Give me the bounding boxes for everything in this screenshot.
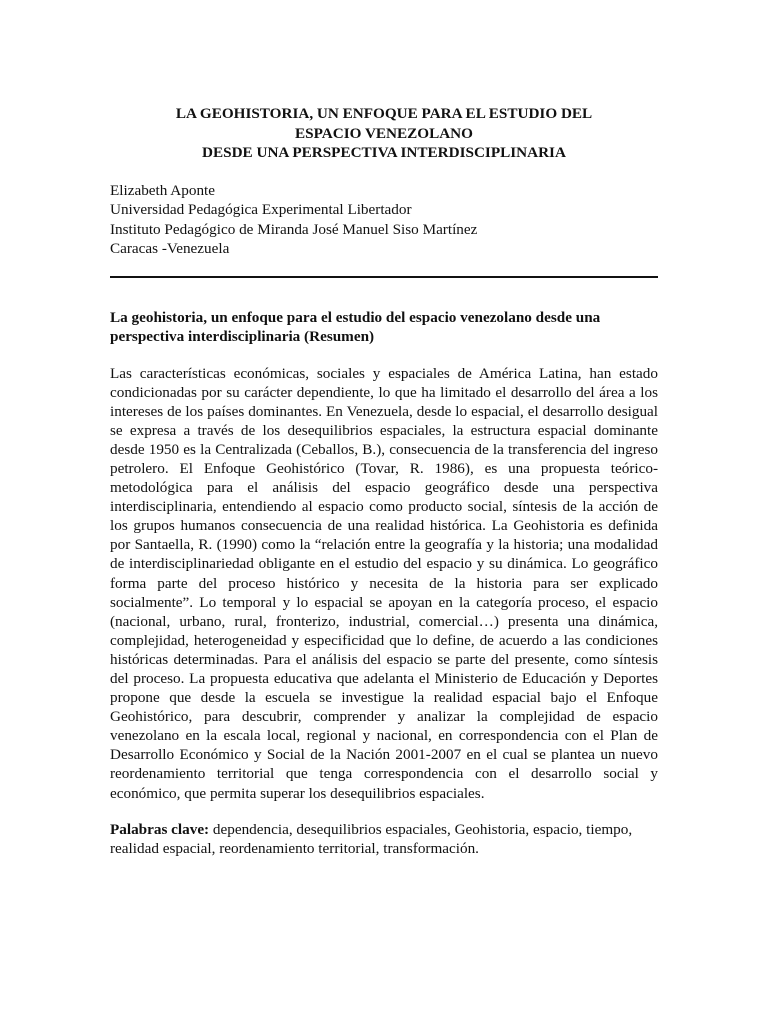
author-name: Elizabeth Aponte	[110, 181, 216, 199]
title-line-1: LA GEOHISTORIA, UN ENFOQUE PARA EL ESTUDIO DEL	[175, 105, 593, 122]
keywords-label: Palabras clave:	[110, 820, 210, 838]
author-university: Universidad Pedagógica Experimental Libertador	[110, 201, 412, 218]
title-line-2: ESPACIO VENEZOLANO	[295, 124, 473, 142]
document-content	[110, 104, 658, 859]
author-institute: Instituto Pedagógico de Miranda José Manuel Siso Martínez	[110, 220, 478, 238]
abstract-body: Las características económicas, sociales y espaciales de América Latina, han estado condicionadas por su carácter dependiente, lo que ha limitado el desarrollo del área a los intereses de los países dominantes. En Venezuela, desde lo espacial, el desarrollo desigual se expresa a través de los desequilibrios espaciales, la estructura espacial dominante desde 1950 es la Centralizada (Ceballos, B.), consecuencia de la transferencia del ingreso petrolero. El Enfoque Geohistórico (Tovar, R. 1986), es una propuesta teórico-metodológica para el análisis del espacio geográfico desde una perspectiva interdisciplinaria, entendiendo al espacio como producto social, síntesis de la acción de los grupos humanos consecuencia de una realidad histórica. La Geohistoria es definida por Santaella, R. (1990) como la “relación entre la geografía y la historia; una modalidad de interdisciplinariedad obligante en el estudio del espacio y su dinámica. Lo geográfico forma parte del proceso histórico y necesita de la historia para ser explicado socialmente”. Lo temporal y lo espacial se apoyan en la categoría proceso, el espacio (nacional, urbano, rural, fronterizo, industrial, comercial…) presenta una dinámica, complejidad, heterogeneidad y especificidad que lo define, de acuerdo a las condiciones históricas determinadas. Para el análisis del espacio se parte del presente, como síntesis del proceso. La propuesta educativa que adelanta el Ministerio de Educación y Deportes propone que desde la escuela se investigue la realidad espacial bajo el Enfoque Geohistórico, para descubrir, comprender y analizar la complejidad de espacio venezolano en la escala local, regional y nacional, en correspondencia con el Plan de Desarrollo Económico y Social de la Nación 2001-2007 en el cual se plantea un nuevo reordenamiento territorial que tenga correspondencia con el desarrollo social y económico, que permita superar los desequilibrios espaciales.	[110, 364, 658, 802]
keywords-list: dependencia, desequilibrios espaciales, Geohistoria, espacio, tiempo, realidad espacial, reordenamiento territorial, transformación.	[110, 820, 633, 858]
keywords-paragraph	[110, 820, 658, 859]
author-block	[110, 181, 658, 259]
title-line-3: DESDE UNA PERSPECTIVA INTERDISCIPLINARIA	[202, 144, 566, 161]
document-title	[110, 104, 658, 163]
author-location: Caracas -Venezuela	[110, 240, 230, 257]
horizontal-rule	[110, 276, 658, 278]
abstract-heading: La geohistoria, un enfoque para el estudio del espacio venezolano desde una perspectiva interdisciplinaria (Resumen)	[110, 308, 601, 345]
